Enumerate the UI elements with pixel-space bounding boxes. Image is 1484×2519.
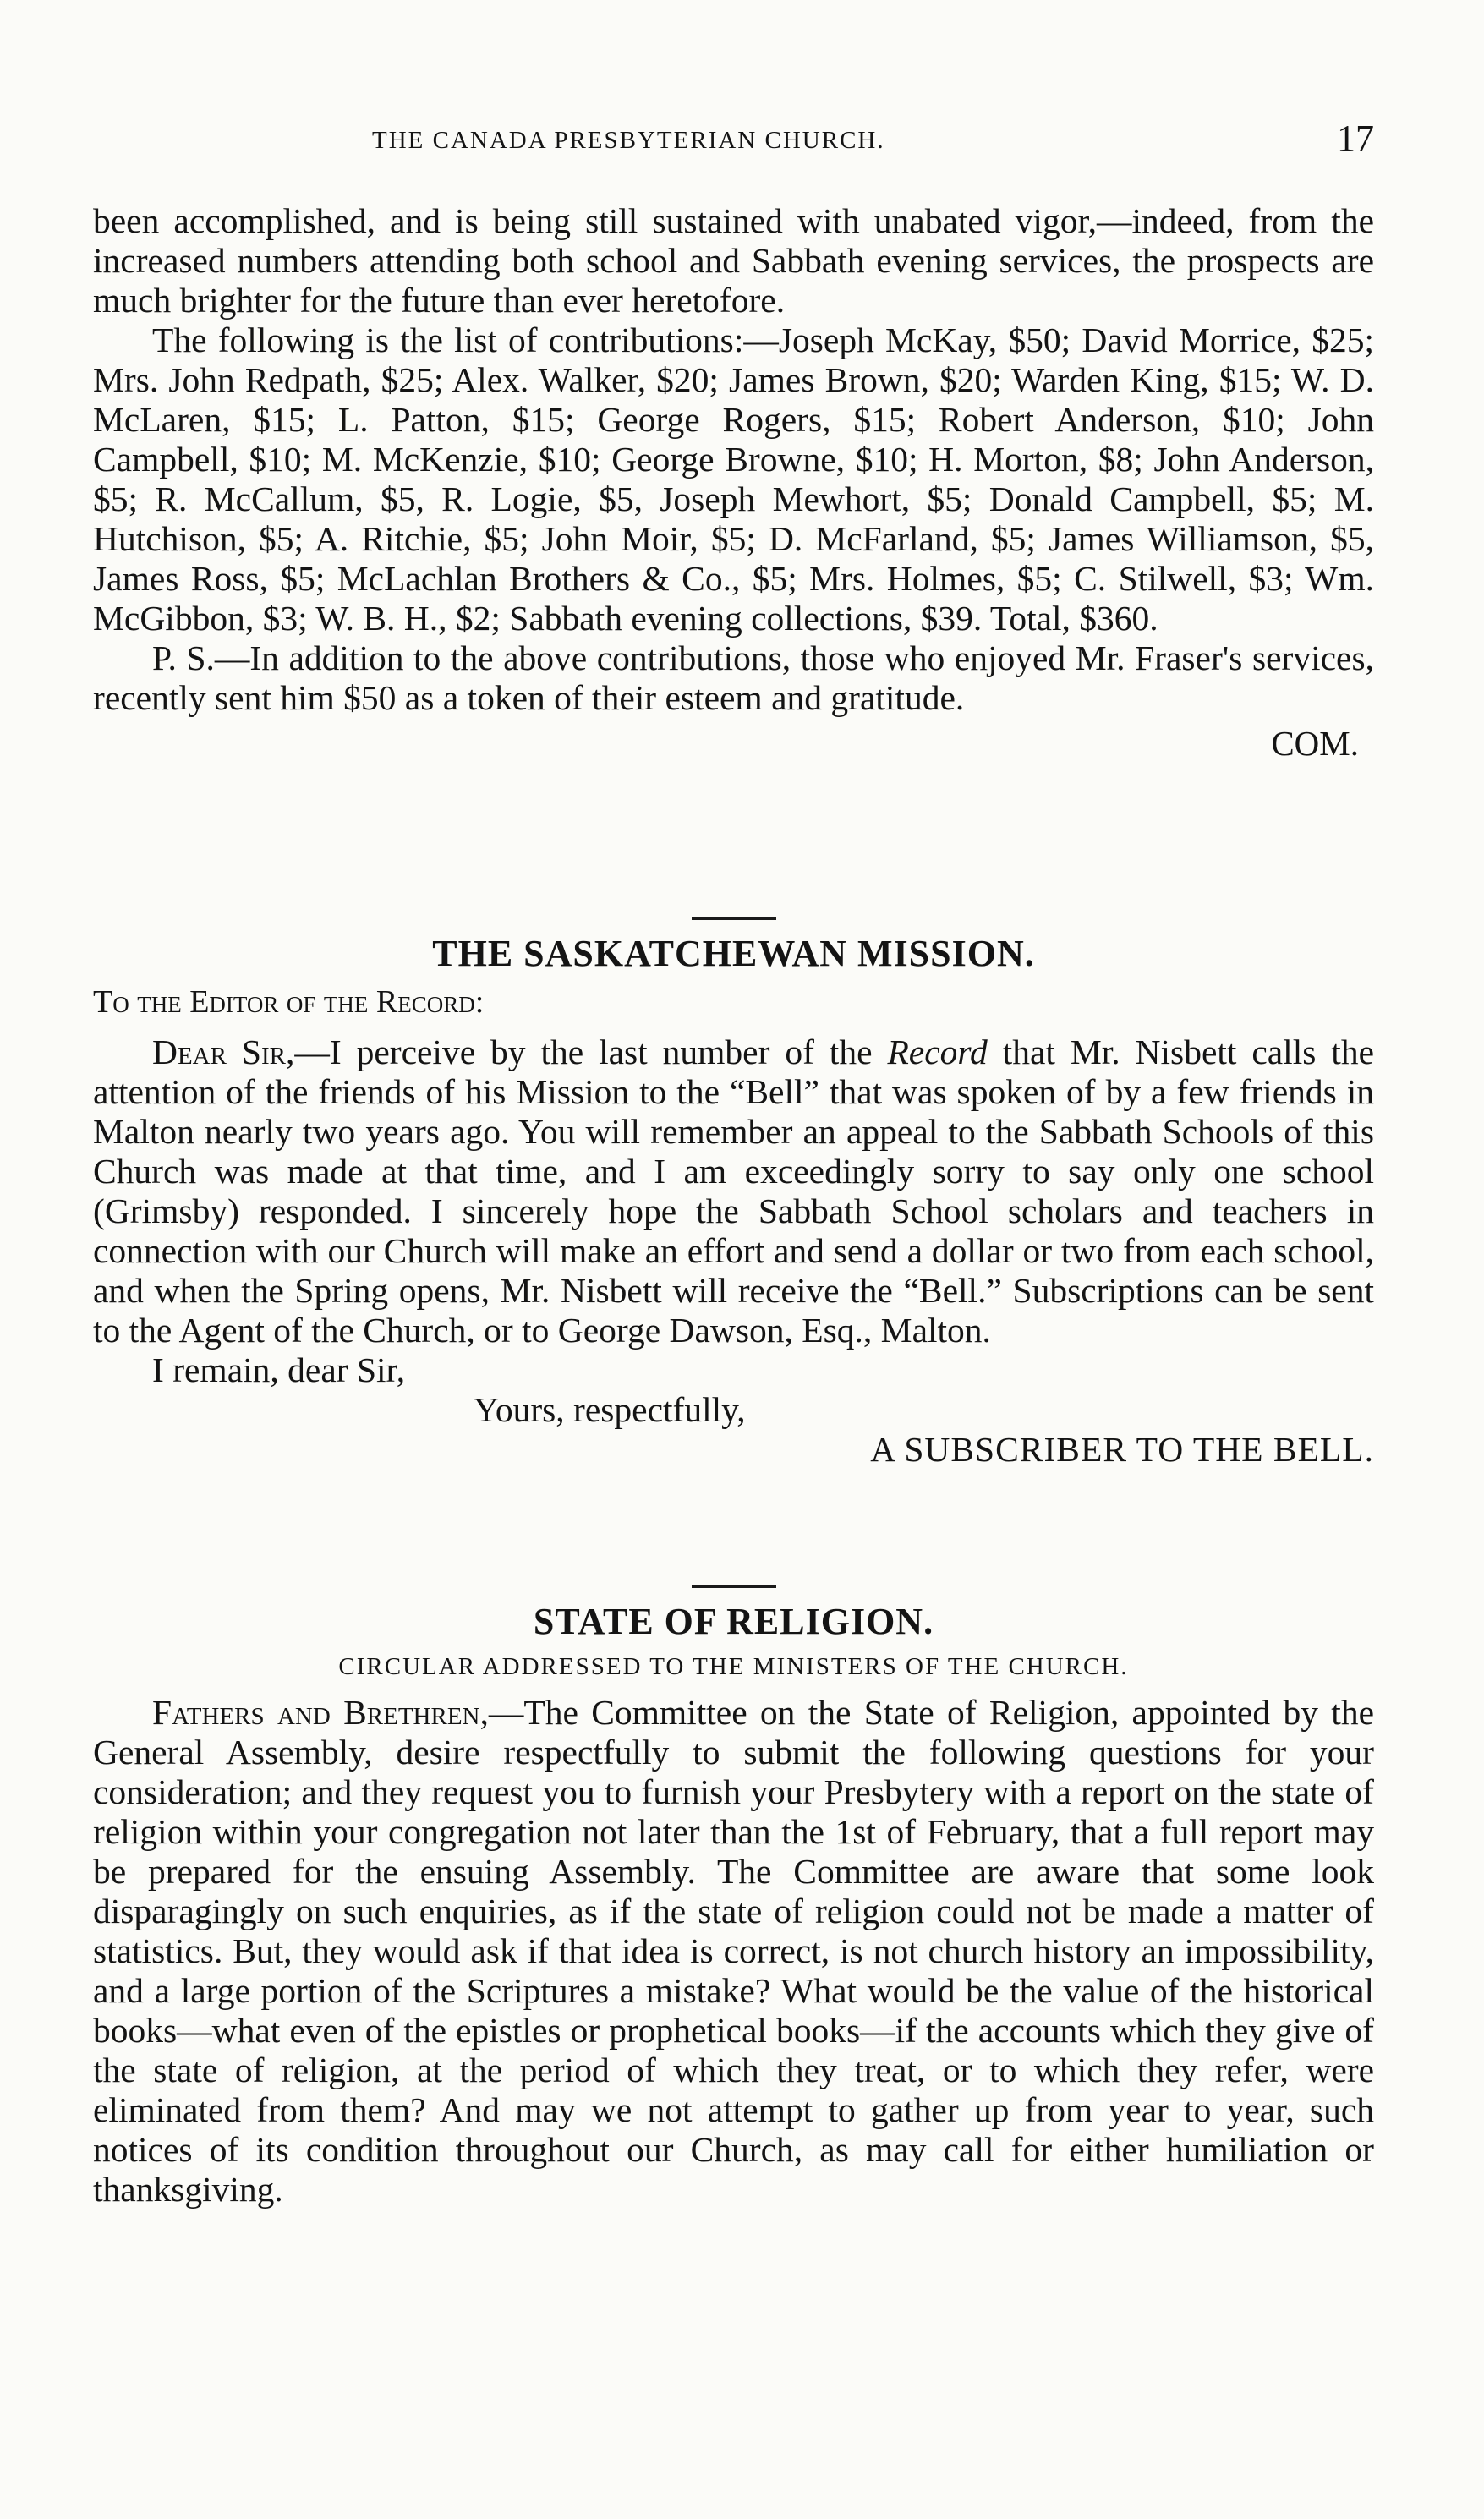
letter-body-italic: Record <box>887 1032 988 1071</box>
page-number: 17 <box>1337 118 1374 159</box>
circular-body <box>93 1693 1374 2210</box>
letter-closing-yours: Yours, respectfully, <box>474 1390 746 1429</box>
state-of-religion-section <box>93 1585 1374 2210</box>
letter-body <box>93 1032 1374 1350</box>
running-head <box>93 117 1374 167</box>
circular-body-text: —The Committee on the State of Religion, appointed by the General Assembly, desire respectfully to submit the following questions for your consideration; and they request you to furnish your Presbytery with a report on the state of religion within your congregation not later than the 1st of February, that a full report may be prepared for the ensuing Assembly. The Committee are aware that some look disparagingly on such enquiries, as if the state of religion could not be made a matter of statistics. But, they would ask if that idea is correct, is not church history an impossibility, and a large portion of the Scriptures a mistake? What would be the value of the historical books—what even of the epistles or prophetical books—if the accounts which they give of the state of religion, at the period of which they treat, or to which they refer, were eliminated from them? And may we not attempt to gather up from year to year, such notices of its condition throughout our Church, as may call for either humiliation or thanksgiving. <box>93 1693 1375 2209</box>
section-title-state-of-religion: STATE OF RELIGION. <box>533 1601 934 1642</box>
contributions-section <box>93 201 1374 764</box>
section-subtitle: CIRCULAR ADDRESSED TO THE MINISTERS OF THE CHURCH. <box>338 1653 1129 1680</box>
signoff-com: COM. <box>1271 724 1359 763</box>
letter-closing-remain: I remain, dear Sir, <box>152 1350 406 1389</box>
paragraph-postscript: P. S.—In addition to the above contributions, those who enjoyed Mr. Fraser's services, recently sent him $50 as a token of their esteem and gratitude. <box>93 638 1374 717</box>
section-title-saskatchewan: THE SASKATCHEWAN MISSION. <box>432 933 1035 974</box>
paragraph-intro: been accomplished, and is being still sustained with unabated vigor,—indeed, from the increased numbers attending both school and Sabbath evening services, the prospects are much brighter for the future than ever heretofore. <box>93 201 1374 320</box>
saskatchewan-mission-section <box>93 917 1374 1470</box>
paragraph-contributions: The following is the list of contributions:—Joseph McKay, $50; David Morrice, $25; Mrs. John Redpath, $25; Alex. Walker, $20; James Brown, $20; Warden King, $15; W. D. McLaren, $15; L. Patton, $15; George Rogers, $15; Robert Anderson, $10; John Campbell, $10; M. McKenzie, $10; George Browne, $10; H. Morton, $8; John Anderson, $5; R. McCallum, $5, R. Logie, $5, Joseph Mewhort, $5; Donald Campbell, $5; M. Hutchison, $5; A. Ritchie, $5; John Moir, $5; D. McFarland, $5; James Williamson, $5, James Ross, $5; McLachlan Brothers & Co., $5; Mrs. Holmes, $5; C. Stilwell, $3; Wm. McGibbon, $3; W. B. H., $2; Sabbath evening collections, $39. Total, $360. <box>93 320 1374 638</box>
letter-signature: A SUBSCRIBER TO THE BELL. <box>870 1430 1374 1469</box>
circular-salutation: Fathers and Brethren, <box>152 1693 489 1732</box>
running-title: THE CANADA PRESBYTERIAN CHURCH. <box>372 127 885 154</box>
letter-salutation: Dear Sir, <box>152 1032 295 1071</box>
section-divider <box>692 1585 776 1588</box>
letter-body-part1: —I perceive by the last number of the <box>294 1032 888 1071</box>
addressee: To the Editor of the Record: <box>93 984 485 1020</box>
section-divider <box>692 917 776 920</box>
letter-body-part2: that Mr. Nisbett calls the attention of the friends of his Mission to the “Bell” that was spoken of by a few friends in Malton nearly two years ago. You will remember an appeal to the Sabbath Schools of this Church was made at that time, and I am exceedingly sorry to say only one school (Grimsby) responded. I sincerely hope the Sabbath School scholars and teachers in connection with our Church will make an effort and send a dollar or two from each school, and when the Spring opens, Mr. Nisbett will receive the “Bell.” Subscriptions can be sent to the Agent of the Church, or to George Dawson, Esq., Malton. <box>93 1032 1375 1350</box>
